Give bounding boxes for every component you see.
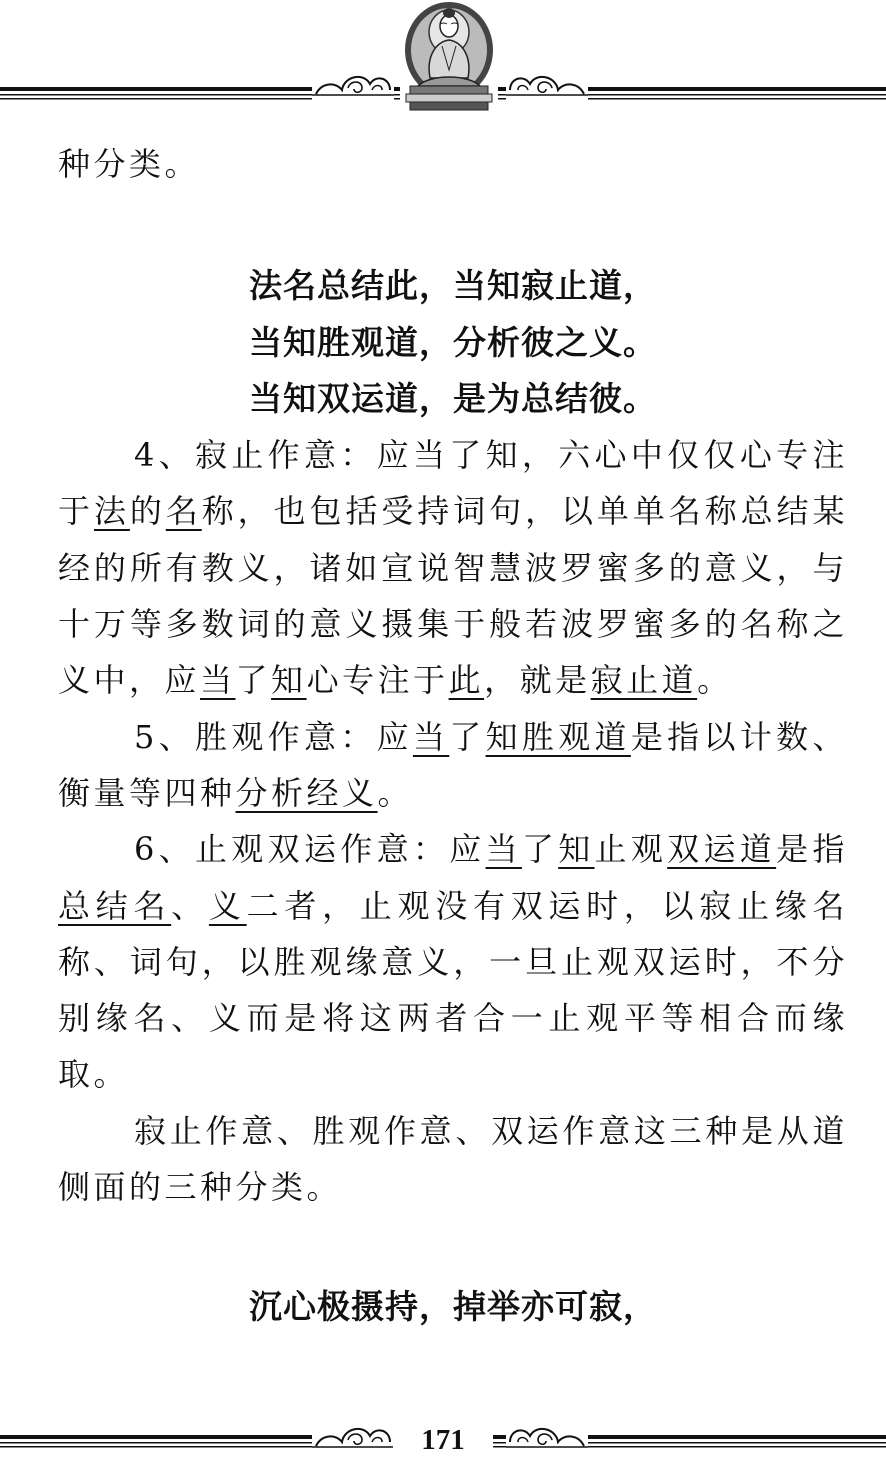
verse-line-2: 当知胜观道，分析彼之义。 bbox=[249, 322, 657, 362]
cloud-ornament-icon bbox=[312, 64, 394, 100]
buddha-emblem-icon bbox=[400, 0, 498, 112]
paragraph-continued: 种分类。 bbox=[58, 145, 201, 183]
verse-line-1: 法名总结此，当知寂止道， bbox=[249, 266, 657, 306]
paragraph-4: 4、寂止作意：应当了知，六心中仅仅心专注于法的名称，也包括受持词句，以单单名称总结某经的所有教义，诸如宣说智慧波罗蜜多的意义，与十万等多数词的意义摄集于般若波罗蜜多的名称之义中，应当了知心专注于此，就是寂止道。 bbox=[58, 436, 848, 700]
page-number: 171 bbox=[393, 1424, 493, 1457]
paragraph-6: 6、止观双运作意：应当了知止观双运道是指总结名、义二者，止观没有双运时，以寂止缘名称、词句，以胜观缘意义，一旦止观双运时，不分别缘名、义而是将这两者合一止观平等相合而缘取。 bbox=[58, 830, 848, 1094]
cloud-ornament-icon bbox=[506, 64, 588, 100]
verse-line-3: 当知双运道，是为总结彼。 bbox=[249, 378, 657, 418]
paragraph-7: 寂止作意、胜观作意、双运作意这三种是从道侧面的三种分类。 bbox=[58, 1111, 848, 1207]
page-body bbox=[58, 136, 848, 1336]
paragraph-5: 5、胜观作意：应当了知胜观道是指以计数、衡量等四种分析经义。 bbox=[58, 717, 848, 812]
verse-line-4: 沉心极摄持，掉举亦可寂， bbox=[249, 1287, 657, 1327]
cloud-ornament-icon bbox=[312, 1416, 394, 1452]
cloud-ornament-icon bbox=[506, 1416, 588, 1452]
